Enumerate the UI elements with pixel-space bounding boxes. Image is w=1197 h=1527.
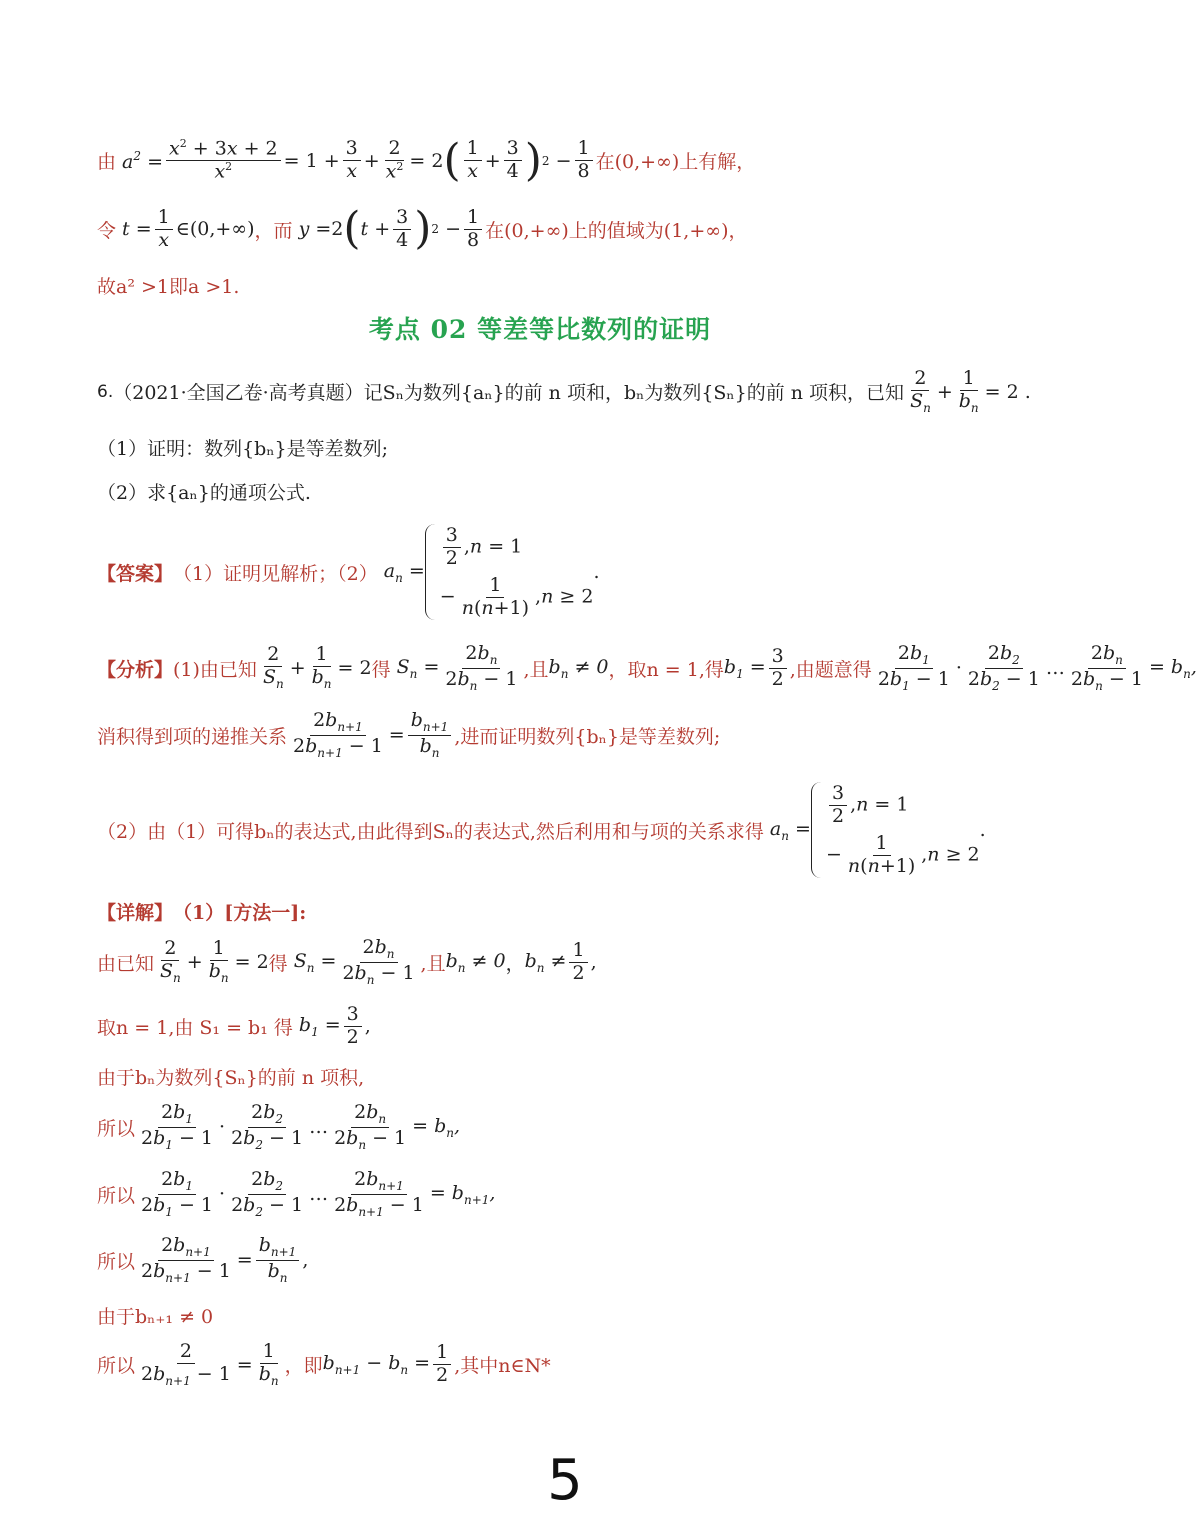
answer-text: （1）证明见解析；（2） [173,562,378,585]
problem-tail: = 2 . [984,380,1031,403]
problem-text: 记Sₙ为数列{aₙ}的前 n 项和，bₙ为数列{Sₙ}的前 n 项积，已知 [363,382,905,405]
answer-label: 【答案】 [97,562,174,585]
detail-text: ,其中n∈N* [454,1355,551,1378]
line1-suffix: 在(0,+∞)上有解， [595,151,756,174]
problem-statement: 6. （2021·全国乙卷·高考真题） 记Sₙ为数列{aₙ}的前 n 项和，bₙ为数列{Sₙ}的前 n 项积，已知 $\frac{2}{S_n}$ + $\frac{1}{b_n}$ = 2 . [97,367,1031,415]
problem-source: （2021·全国乙卷·高考真题） [113,382,364,405]
detail-text: 所以 [97,1117,136,1140]
formula-a-squared: $a^2$ = [116,148,163,173]
detail-method: （1）[方法一]: [173,902,307,924]
line3-text: 故a² >1即a >1. [97,276,240,298]
detail-line-4: 所以 $\frac{2b_1}{2b_1 - 1}$ · $\frac{2b_2}{2b_2 - 1}$ … $\frac{2b_n}{2b_n - 1}$ = $b_n$, [97,1101,461,1152]
analysis-text: （2）由（1）可得bₙ的表达式,由此得到Sₙ的表达式,然后利用和与项的关系求得 [97,820,764,843]
detail-label: 【详解】 [97,902,174,924]
detail-line-3: 由于bₙ为数列{Sₙ}的前 n 项积, [97,1067,365,1089]
question-2: （2）求{aₙ}的通项公式. [97,482,311,504]
line2-prefix: 令 [97,219,117,242]
analysis-text: ,且 [523,658,549,681]
analysis-text: 消积得到项的递推关系 [97,725,288,748]
section-heading: 考点 02 等差等比数列的证明 [368,315,712,344]
analysis-label: 【分析】 [97,658,174,681]
detail-text: 得 [268,952,288,975]
analysis-line-2: 消积得到项的递推关系 $\frac{2b_{n+1}}{2b_{n+1} - 1}$ = $\frac{b_{n+1}}{b_n}$ ,进而证明数列{bₙ}是等差数列; [97,709,721,760]
derivation-line-1: 由 $a^2$ = $\frac{x^2 + 3x + 2}{x^2}$ = 1 + $\frac{3}{x}$ + $\frac{2}{x^2}$ = 2 ( $\frac{1}{x}$ + $\frac{3}{4}$ ) 2 − $\frac{1}{8}$ 在(0,+∞)上有解， [97,134,756,186]
detail-text: ，即 [284,1355,323,1378]
detail-line-2: 取n = 1,由 S₁ = b₁ 得 $b_1$ = $\frac{3}{2}$ , [97,1003,371,1048]
page-number: 5 [547,1448,583,1513]
derivation-line-3 [97,272,239,299]
line1-prefix: 由 [97,151,117,174]
detail-text: 所以 [97,1250,136,1273]
analysis-text: ，取n = 1,得 [608,658,724,681]
detail-text: 取n = 1,由 S₁ = b₁ 得 [97,1016,293,1039]
analysis-line-3: （2）由（1）可得bₙ的表达式,由此得到Sₙ的表达式,然后利用和与项的关系求得 $a_n$ = $\frac{3}{2}$ ,n = 1 − $\frac{1}{n(n+1)}$ ,n ≥ 2 . [97,781,986,877]
detail-line-6: 所以 $\frac{2b_{n+1}}{2b_{n+1} - 1}$ = $\frac{b_{n+1}}{b_n}$ , [97,1234,309,1285]
detail-line-1: 由已知 $\frac{2}{S_n}$ + $\frac{1}{b_n}$ = 2 得 $S_n$ = $\frac{2b_n}{2b_n - 1}$ ,且 $b_n \ne 0$ ， $b_n$ ≠ $\frac{1}{2}$ , [97,936,597,987]
detail-line-8: 所以 $\frac{2}{2b_{n+1} - 1}$ = $\frac{1}{b_n}$ ，即 $b_{n+1} - b_n$ = $\frac{1}{2}$ ,其中n∈N* [97,1340,551,1388]
analysis-text: (1)由已知 [173,658,257,681]
problem-number: 6. [97,381,114,402]
question-1: （1）证明：数列{bₙ}是等差数列; [97,438,389,460]
detail-text: 所以 [97,1355,136,1378]
detail-line-5: 所以 $\frac{2b_1}{2b_1 - 1}$ · $\frac{2b_2}{2b_2 - 1}$ … $\frac{2b_{n+1}}{2b_{n+1} - 1}$ = $b_{n+1}$, [97,1168,496,1219]
detail-text: 由已知 [97,952,155,975]
analysis-text: ,进而证明数列{bₙ}是等差数列; [454,725,721,748]
detail-text: ,且 [420,952,446,975]
analysis-text: ,由题意得 [789,658,872,681]
detail-line-7: 由于bₙ₊₁ ≠ 0 [97,1306,214,1328]
analysis-text: 得 [371,658,391,681]
detail-text: 所以 [97,1184,136,1207]
detail-heading [97,898,306,925]
line2-mid: ，而 [254,219,293,242]
line2-suffix: 在(0,+∞)上的值域为(1,+∞)， [485,219,748,242]
answer-line: 【答案】 （1）证明见解析；（2） $a_n$ = $\frac{3}{2}$ ,n = 1 − $\frac{1}{n(n+1)}$ ,n ≥ 2 . [97,523,600,619]
fraction: $\frac{x^2 + 3x + 2}{x^2}$ [166,138,281,183]
derivation-line-2: 令 t = $\frac{1}{x}$ ∈(0,+∞) ，而 y = 2 ( t + $\frac{3}{4}$ ) 2 − $\frac{1}{8}$ 在(0,+∞)上的值域为(1,+∞)， [97,203,748,255]
analysis-line-1: 【分析】 (1)由已知 $\frac{2}{S_n}$ + $\frac{1}{b_n}$ = 2 得 $S_n$ = $\frac{2b_n}{2b_n - 1}$ ,且 $b_n \ne 0$ ，取n = 1,得 $b_1$ = $\frac{3}{2}$ ,由题意得 $\frac{2b_1}{2b_1 - 1}$ · $\frac{2b_2}{2b_2 - 1}$ … $\frac{2b_n}{2b_n - 1}$ = $b_n$, [97,642,1197,693]
